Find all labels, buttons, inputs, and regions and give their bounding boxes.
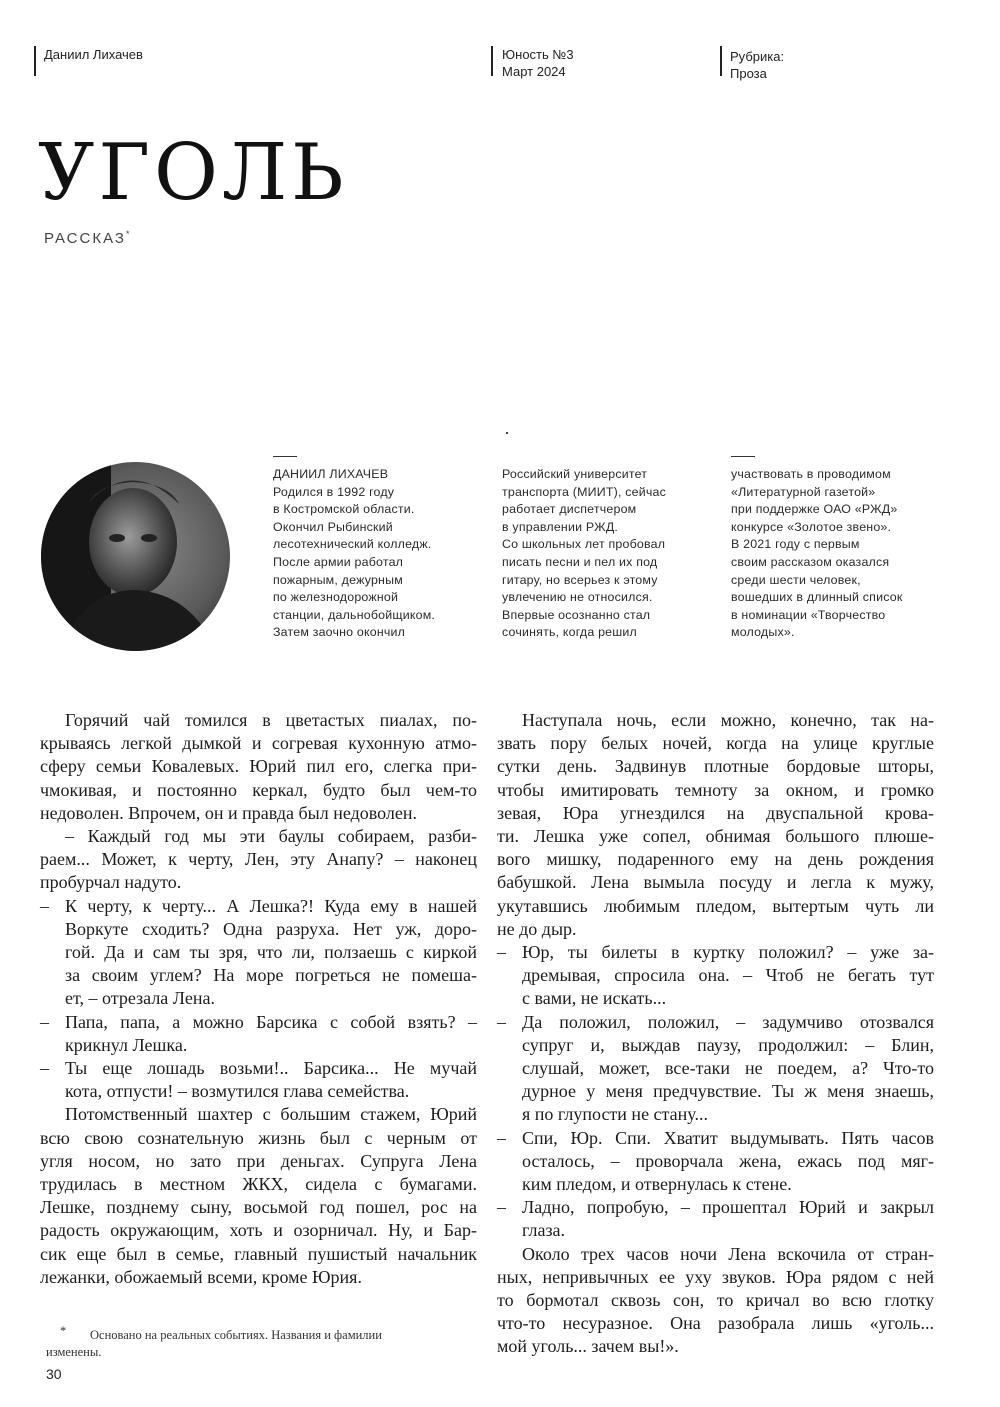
text-line: ных, непривычных ее уху звуков. Юра рядом с ней [497,1266,934,1287]
text-line: зевая, Юра угнездился на двуспальной крова- [497,802,934,823]
bio-column-3 [731,466,902,642]
bio-line: участвовать в проводимом [731,467,891,481]
bio-col1-rule [273,456,297,457]
bio-line: писать песни и пел их под [502,554,658,569]
bio-line: при поддержке ОАО «РЖД» [731,502,898,517]
dialogue-dash: – [497,1197,506,1218]
text-line: мой уголь... зачем вы!». [497,1336,679,1357]
text-line: всю свою сознательную жизнь был с черным от [40,1127,477,1148]
bio-line: в Костромской области. [273,502,415,517]
dialogue-dash: – [40,1058,49,1079]
bio-line: Российский университет [502,467,648,481]
subtitle-footnote-mark: * [125,229,130,239]
author-photo-image [41,462,230,651]
text-line: супруг и, выждав паузу, продолжил: – Блин, [522,1034,934,1055]
text-line: ти. Лешка уже сопел, обнимая большого плюше- [497,826,934,847]
bio-line: Затем заочно окончил [273,625,406,640]
text-line: Около трех часов ночи Лена вскочила от стран- [522,1243,934,1264]
paragraph [497,1243,934,1359]
dialogue-paragraph [497,1196,934,1242]
paragraph [40,825,477,895]
text-line: сик еще был в семье, главный пушистый начальник [40,1243,477,1264]
dialogue-dash: – [497,942,506,963]
bio-line: пожарным, дежурным [273,572,403,587]
bio-line: гитару, но всерьез к этому [502,572,658,587]
bio-line: Окончил Рыбинский [273,519,393,534]
bio-line: по железнодорожной [273,590,399,605]
text-line: глаза. [522,1220,566,1241]
bio-line: Родился в 1992 году [273,484,395,499]
bio-line: «Литературной газетой» [731,484,876,499]
text-line: Горячий чай томился в цветастых пиалах, по- [65,710,477,730]
paragraph [40,709,477,825]
header-issue: Юность №3 [502,47,574,62]
text-line: дремывая, спросила она. – Чтоб не бегать тут [522,965,934,986]
bio-line: своим рассказом оказался [731,554,890,569]
text-line: Воркуте сходить? Одна разруха. Нет уж, доро- [65,918,477,939]
dialogue-paragraph [40,1011,477,1057]
text-line: лежанки, обожаемый всеми, кроме Юрия. [40,1266,362,1287]
text-line: бабушкой. Лена вымыла посуду и легла к мужу, [497,872,934,893]
decorative-dot [506,432,508,434]
text-line: ет, – отрезала Лена. [65,988,215,1009]
bio-line: После армии работал [273,554,404,569]
bio-line: В 2021 году с первым [731,537,860,552]
text-line: не до дыр. [497,918,577,939]
text-line: укутавшись любимым пледом, вытертым чуть ли [497,895,934,916]
text-line: чтобы имитировать темноту за окном, и громко [497,779,934,800]
bio-line: лесотехнический колледж. [273,537,432,552]
text-line: пробурчал надуто. [40,872,182,893]
bio-line: вошедших в длинный список [731,590,903,605]
bio-line: транспорта (МИИТ), сейчас [502,484,666,499]
text-line: кота, отпусти! – возмутился глава семейства. [65,1081,410,1102]
dialogue-dash: – [497,1127,506,1148]
text-line: Ты еще лошадь возьми!.. Барсика... Не мучай [65,1058,477,1079]
bio-column-2 [502,466,666,642]
text-line: за своим углем? На море погреться не помеша- [65,965,477,986]
text-line: ким пледом, и отвернулась к стене. [522,1174,792,1195]
text-line: радость окружающим, хоть и озорничал. Ну, и Бар- [40,1220,477,1241]
bio-line: ДАНИИЛ ЛИХАЧЕВ [273,467,389,481]
text-line: угля носом, но зато при деньгах. Супруга Лена [40,1150,477,1171]
footnote-line-1: Основано на реальных событиях. Названия и фамилии [90,1328,382,1342]
text-line: недоволен. Впрочем, он и правда был недоволен. [40,802,417,823]
bio-line: в управлении РЖД. [502,519,619,534]
paragraph [497,709,934,941]
text-line: Ладно, попробую, – прошептал Юрий и закрыл [522,1197,934,1218]
bio-line: работает диспетчером [502,502,637,517]
text-line: сутки день. Задвинув плотные бордовые шторы, [497,756,934,777]
text-line: крываясь легкой дымкой и согревая кухонную атмо- [40,733,477,754]
bio-line: сочинять, когда решил [502,625,637,640]
text-line: что-то несуразное. Она разобрала лишь «уголь... [497,1313,934,1334]
footnote [46,1324,466,1361]
bio-column-1 [273,466,435,642]
dialogue-paragraph [497,941,934,1011]
text-line: Да положил, положил, – задумчиво отозвался [522,1011,934,1032]
header-divider [720,46,722,76]
bio-line: Впервые осознанно стал [502,607,651,622]
bio-line: в номинации «Творчество [731,607,886,622]
text-line: – Каждый год мы эти баулы собираем, разби- [65,826,477,847]
dialogue-paragraph [40,1057,477,1103]
subtitle [44,229,130,247]
subtitle-text: РАССКАЗ [44,230,126,247]
header-rubric-label: Рубрика: [730,49,785,64]
bio-col3-rule [731,456,755,457]
text-line: трудилась в местном ЖКХ, сидела с бумагами. [40,1174,477,1195]
header-date: Март 2024 [502,64,566,79]
article-column-right [497,709,934,1359]
footnote-line-2: изменены. [46,1345,102,1359]
dialogue-paragraph [40,895,477,1011]
text-line: гой. Да и сам ты зря, что ли, ползаешь с киркой [65,942,477,963]
text-line: раем... Может, к черту, Лен, эту Анапу? – наконец [40,849,477,870]
dialogue-dash: – [497,1011,506,1032]
text-line: Юр, ты билеты в куртку положил? – уже за- [522,942,934,963]
text-line: звать пору белых ночей, когда на улице круглые [497,733,934,754]
text-line: крикнул Лешка. [65,1034,188,1055]
text-line: Спи, Юр. Спи. Хватит выдумывать. Пять часов [522,1127,934,1148]
text-line: Папа, папа, а можно Барсика с собой взять? – [65,1011,477,1032]
bio-line: увлечению не относился. [502,590,653,605]
text-line: Потомственный шахтер с большим стажем, Юрий [65,1104,477,1125]
text-line: я по глупости не стану... [522,1104,708,1125]
text-line: Наступала ночь, если можно, конечно, так на- [522,710,934,730]
bio-line: станции, дальнобойщиком. [273,607,436,622]
author-photo [41,462,230,651]
dialogue-dash: – [40,1011,49,1032]
dialogue-dash: – [40,895,49,916]
text-line: К черту, к черту... А Лешка?! Куда ему в нашей [65,895,477,916]
text-line: чмокивая, и постоянно керкал, будто был чем-то [40,779,477,800]
header-author: Даниил Лихачев [44,47,143,62]
text-line: с вами, не искать... [522,988,667,1009]
dialogue-paragraph [497,1011,934,1127]
text-line: дурное у меня предчувствие. Ты ж меня знаешь, [522,1081,934,1102]
header-rubric-value: Проза [730,66,767,81]
text-line: осталось, – проворчала жена, ежась под мяг- [522,1150,934,1171]
bio-line: Со школьных лет пробовал [502,537,666,552]
header-divider [491,46,493,76]
bio-line: конкурсе «Золотое звено». [731,519,892,534]
bio-line: молодых». [731,625,795,640]
text-line: слушай, может, все-таки не поедем, а? Что-то [522,1058,934,1079]
page-title: УГОЛЬ [38,128,348,218]
text-line: вого мишку, подаренного ему на день рождения [497,849,934,870]
text-line: сферу семьи Ковалевых. Юрий пил его, слегка при- [40,756,477,777]
text-line: то бормотал сквозь сон, то кричал во всю глотку [497,1290,934,1311]
bio-line: среди шести человек, [731,572,861,587]
paragraph [40,1103,477,1289]
article-column-left [40,709,477,1289]
footnote-mark: * [60,1324,67,1338]
header-divider [34,46,36,76]
page-number: 30 [46,1366,62,1382]
dialogue-paragraph [497,1127,934,1197]
text-line: Лешке, позднему сыну, восьмой год пошел, рос на [40,1197,477,1218]
